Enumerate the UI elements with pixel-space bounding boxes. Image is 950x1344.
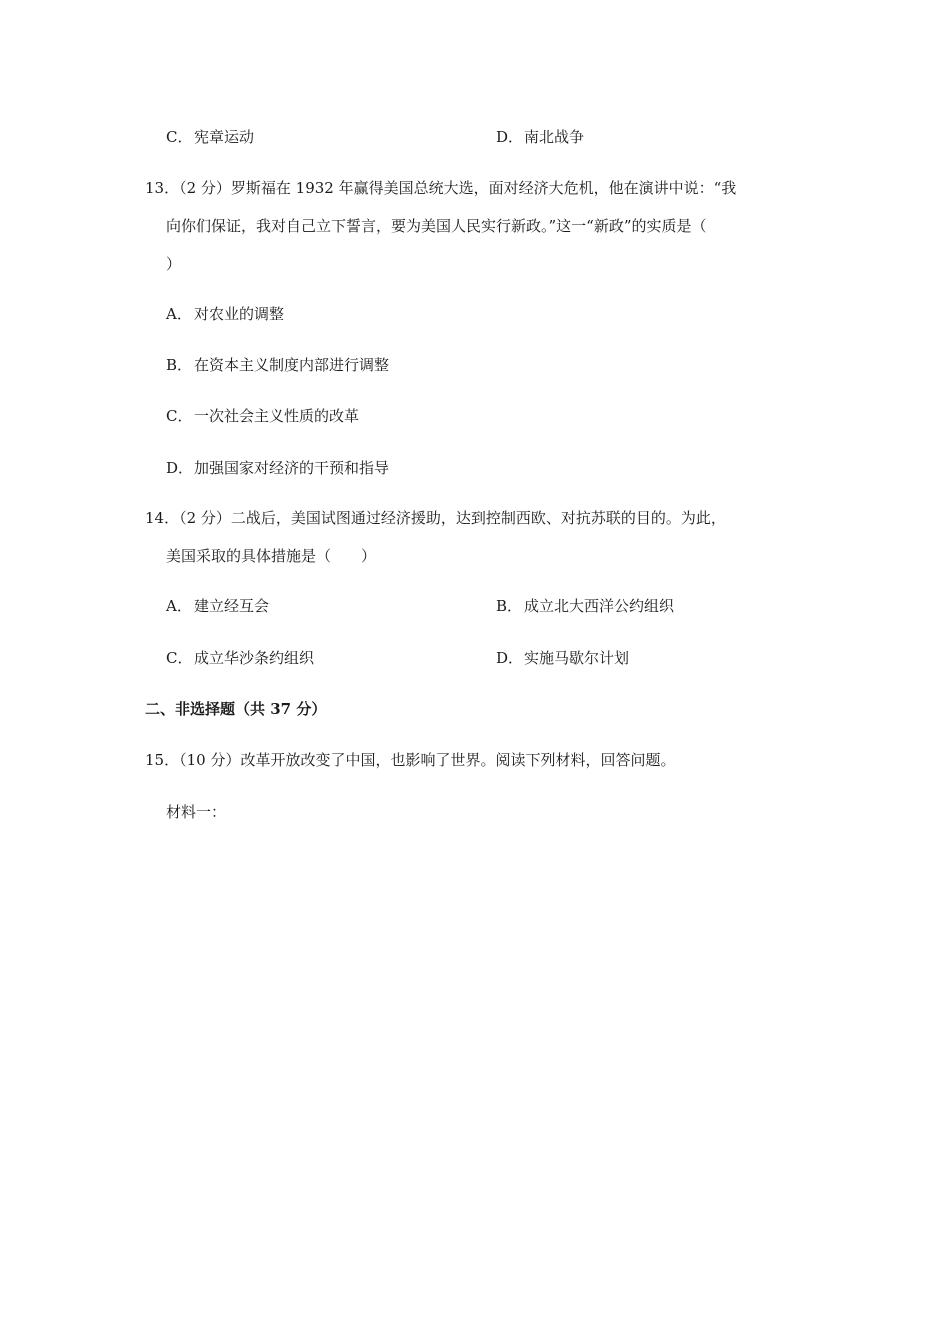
option-text: 一次社会主义性质的改革: [194, 407, 360, 425]
option-letter: A．: [166, 305, 192, 323]
option-text: 成立华沙条约组织: [194, 649, 315, 667]
q13-option-b: [166, 355, 389, 375]
q13-option-d: [166, 458, 389, 478]
option-letter: B．: [496, 597, 523, 615]
option-letter: D．: [166, 459, 194, 477]
q14-option-b: [496, 596, 674, 616]
option-letter: B．: [166, 356, 193, 374]
q14-stem-line-1: 14．（2 分）二战后，美国试图通过经济援助，达到控制西欧、对抗苏联的目的。为此，: [145, 509, 726, 527]
option-text: 实施马歇尔计划: [524, 649, 630, 667]
option-letter: C．: [166, 407, 193, 425]
option-text: 在资本主义制度内部进行调整: [194, 356, 390, 374]
option-letter: D．: [496, 649, 524, 667]
q15-material-label: 材料一：: [166, 803, 227, 821]
q12-option-d: [496, 127, 584, 147]
q13-stem-line-2: 向你们保证，我对自己立下誓言，要为美国人民实行新政。”这一“新政”的实质是（: [166, 217, 707, 235]
option-text: 加强国家对经济的干预和指导: [194, 459, 390, 477]
q15-stem-line-1: 15．（10 分）改革开放改变了中国，也影响了世界。阅读下列材料，回答问题。: [145, 751, 676, 769]
q13-option-a: [166, 304, 284, 324]
option-letter: C．: [166, 128, 193, 146]
option-letter: A．: [166, 597, 192, 615]
option-text: 对农业的调整: [194, 305, 285, 323]
q14-stem-line-2: 美国采取的具体措施是（ ）: [166, 547, 377, 565]
option-letter: D．: [496, 128, 524, 146]
option-text: 南北战争: [524, 128, 585, 146]
q12-option-c: [166, 127, 254, 147]
option-text: 宪章运动: [194, 128, 255, 146]
q14-option-c: [166, 648, 314, 668]
option-text: 建立经互会: [194, 597, 270, 615]
q14-option-a: [166, 596, 269, 616]
option-text: 成立北大西洋公约组织: [524, 597, 675, 615]
q13-option-c: [166, 406, 359, 426]
option-letter: C．: [166, 649, 193, 667]
q13-stem-line-1: 13．（2 分）罗斯福在 1932 年赢得美国总统大选，面对经济大危机，他在演讲中说：“我: [145, 179, 737, 197]
q13-stem-line-3: ）: [166, 255, 182, 273]
q14-option-d: [496, 648, 629, 668]
section-heading: 二、非选择题（共 37 分）: [145, 700, 327, 718]
